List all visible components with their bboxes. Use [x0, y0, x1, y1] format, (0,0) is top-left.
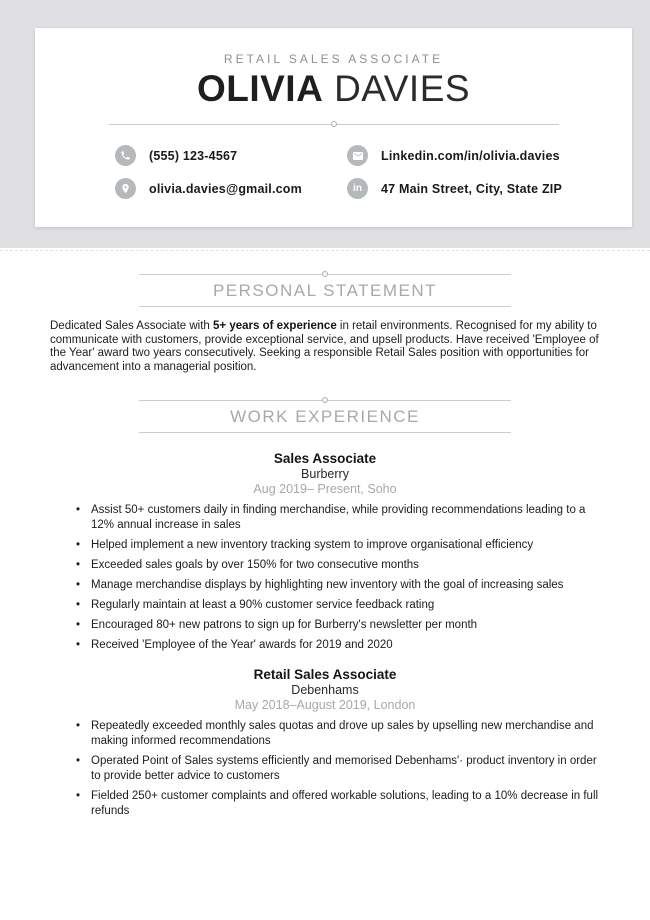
divider-line: [328, 274, 511, 275]
divider-line: [139, 274, 322, 275]
job-company: Debenhams: [291, 683, 359, 697]
job-dates: May 2018–August 2019, London: [234, 698, 416, 712]
candidate-last-name: DAVIES: [334, 68, 471, 109]
contact-item: [347, 178, 632, 199]
location-icon: [115, 178, 136, 199]
header-band: [0, 0, 650, 248]
job-entry: [0, 451, 650, 653]
email-icon: [347, 145, 368, 166]
section-divider: [139, 397, 511, 403]
job-bullet: • Fielded 250+ customer complaints and offered workable solutions, leading to a 10% decrease in full refunds: [75, 789, 605, 819]
job-bullet: • Exceeded sales goals by over 150% for two consecutive months: [75, 558, 605, 573]
contact-text: (555) 123-4567: [149, 148, 238, 163]
job-bullet: • Operated Point of Sales systems efficiently and memorised Debenhams'· product inventory in order to provide better advice to customers: [75, 754, 605, 784]
personal-statement-title: PERSONAL STATEMENT: [212, 281, 438, 300]
work-experience-section: [0, 397, 650, 819]
personal-statement-text: [50, 320, 600, 374]
divider-line: [337, 124, 559, 125]
job-bullet-list: [75, 503, 605, 653]
job-bullet: • Helped implement a new inventory tracking system to improve organisational efficiency: [75, 538, 605, 553]
header-divider: [109, 121, 559, 127]
job-list: [0, 451, 650, 819]
contact-item: [115, 145, 347, 166]
candidate-first-name: OLIVIA: [196, 68, 324, 109]
resume-body: [0, 271, 650, 819]
job-bullet: • Regularly maintain at least a 90% customer service feedback rating: [75, 598, 605, 613]
phone-icon: [115, 145, 136, 166]
section-divider: [139, 271, 511, 277]
statement-text-end: in retail environments. Recognised for my ability to communicate with customers, provide exceptional service, and upsell products. Have received 'Employee of the Year' award two years consecutively. Seeking a responsible Retail Sales position with opportunities for advancement into a managerial position.: [50, 320, 599, 373]
contact-list: [35, 145, 632, 199]
divider-line: [139, 432, 511, 433]
divider-line: [139, 306, 511, 307]
statement-text-start: Dedicated Sales Associate with: [50, 320, 214, 332]
job-title: Sales Associate: [273, 451, 377, 466]
job-title: Retail Sales Associate: [253, 667, 397, 682]
page-break-line: [0, 250, 650, 251]
job-bullet: • Encouraged 80+ new patrons to sign up for Burberry's newsletter per month: [75, 618, 605, 633]
contact-text: olivia.davies@gmail.com: [149, 181, 302, 196]
work-experience-title: WORK EXPERIENCE: [230, 407, 420, 426]
statement-text-bold: 5+ years of experience: [213, 320, 337, 332]
personal-statement-header: [139, 271, 511, 307]
job-entry: [0, 667, 650, 819]
job-bullet: • Manage merchandise displays by highlighting new inventory with the goal of increasing sales: [75, 578, 605, 593]
contact-text: Linkedin.com/in/olivia.davies: [381, 148, 560, 163]
job-bullet: • Assist 50+ customers daily in finding merchandise, while providing recommendations leading to a 12% annual increase in sales: [75, 503, 605, 533]
contact-item: [115, 178, 347, 199]
job-company: Burberry: [301, 467, 349, 481]
divider-line: [139, 400, 322, 401]
contact-item: [347, 145, 632, 166]
header-job-title: RETAIL SALES ASSOCIATE: [223, 52, 444, 66]
candidate-name: [35, 69, 632, 109]
job-dates: Aug 2019– Present, Soho: [253, 482, 397, 496]
job-bullet: • Received 'Employee of the Year' awards for 2019 and 2020: [75, 638, 605, 653]
work-experience-header: [139, 397, 511, 433]
contact-text: 47 Main Street, City, State ZIP: [381, 181, 563, 196]
header-card: [35, 28, 632, 227]
divider-line: [109, 124, 331, 125]
divider-line: [328, 400, 511, 401]
job-bullet-list: [75, 719, 605, 819]
job-bullet: • Repeatedly exceeded monthly sales quotas and drove up sales by upselling new merchandise and making informed recommendations: [75, 719, 605, 749]
personal-statement-section: [0, 271, 650, 374]
linkedin-icon: in: [347, 178, 368, 199]
